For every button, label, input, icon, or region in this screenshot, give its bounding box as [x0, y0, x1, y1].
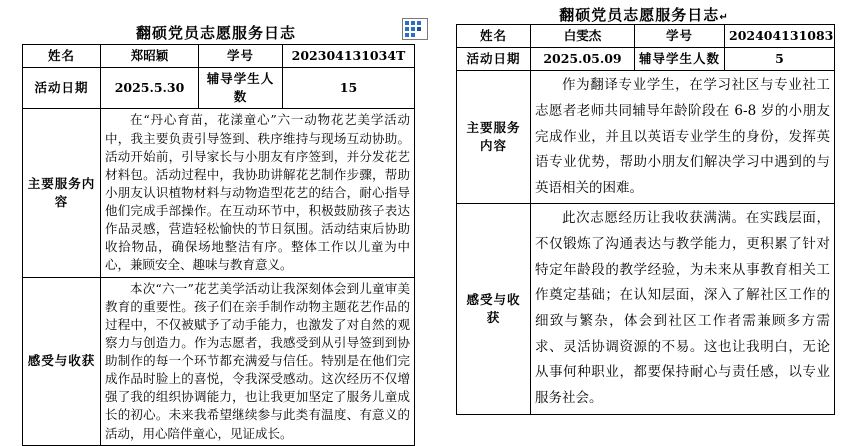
table-row: [23, 45, 415, 68]
value-reflection[interactable]: [531, 204, 835, 414]
right-log-table: [456, 24, 835, 415]
label-student-id: 学号: [635, 25, 725, 48]
value-tutored-count[interactable]: 15: [283, 68, 415, 109]
table-row: [23, 277, 415, 445]
label-service-content: 主要服务内容: [23, 109, 101, 277]
label-tutored-count: 辅导学生人数: [199, 68, 283, 109]
table-row: [457, 71, 835, 204]
label-student-id: 学号: [199, 45, 283, 68]
reflection-text: 本次“六一”花艺美学活动让我深刻体会到儿童审美教育的重要性。孩子们在亲手制作动物主题花艺作品的过程中，不仅被赋予了动手能力，也激发了对自然的观察力与创造力。作为志愿者，我感受到从引导签到到协助制作的每一个环节都充满爱与信任。特别是在他们完成作品时脸上的喜悦，令我深受感动。这次经历不仅增强了我的组织协调能力，也让我更加坚定了服务儿童成长的初心。未来我希望继续参与此类有温度、有意义的活动，用心陪伴童心，见证成长。: [105, 280, 410, 441]
ime-indicator-icon[interactable]: [402, 18, 428, 40]
table-row: [457, 204, 835, 414]
left-log-table: [22, 44, 415, 446]
table-row: [457, 48, 835, 71]
table-row: [23, 109, 415, 277]
value-student-id[interactable]: 202304131034T: [283, 45, 415, 68]
label-date: 活动日期: [457, 48, 531, 71]
ime-icon-grid: [405, 21, 426, 37]
right-page-title: [440, 4, 848, 25]
label-name: 姓名: [457, 25, 531, 48]
service-content-text: 在“丹心育苗，花漾童心”六一动物花艺美学活动中，我主要负责引导签到、秩序维持与现场互动协助。活动开始前，引导家长与小朋友有序签到，并分发花艺材料包。活动过程中，我协助讲解花艺制作步骤，帮助小朋友认识植物材料与动物造型花艺的结合，耐心指导他们完成手部操作。在互动环节中，积极鼓励孩子表达作品灵感，营造轻松愉快的节日氛围。活动结束后协助收拾物品，确保场地整洁有序。整体工作以儿童为中心，兼顾安全、趣味与教育意义。: [105, 112, 410, 273]
label-tutored-count: 辅导学生人数: [635, 48, 725, 71]
value-date[interactable]: 2025.5.30: [101, 68, 199, 109]
service-content-text: 作为翻译专业学生，在学习社区与专业社工志愿者老师共同辅导年龄阶段在 6-8 岁的小朋友完成作业，并且以英语专业学生的身份，发挥英语专业优势，帮助小朋友们解决学习中遇到的与英语相关的困难。: [535, 77, 830, 196]
value-service-content[interactable]: [101, 109, 415, 277]
paragraph-mark: ↵: [719, 12, 729, 23]
value-student-id[interactable]: 202404131083: [725, 25, 835, 48]
value-reflection[interactable]: [101, 277, 415, 445]
label-reflection: 感受与收获: [23, 277, 101, 445]
label-name: 姓名: [23, 45, 101, 68]
value-name[interactable]: 白雯杰: [531, 25, 635, 48]
table-row: [457, 25, 835, 48]
value-tutored-count[interactable]: 5: [725, 48, 835, 71]
page-divider: [434, 0, 438, 411]
label-reflection: 感受与收获: [457, 204, 531, 414]
value-name[interactable]: 郑昭颖: [101, 45, 199, 68]
label-service-content: 主要服务内容: [457, 71, 531, 204]
value-service-content[interactable]: [531, 71, 835, 204]
label-date: 活动日期: [23, 68, 101, 109]
reflection-text: 此次志愿经历让我收获满满。在实践层面，不仅锻炼了沟通表达与教学能力，更积累了针对特定年龄段的教学经验，为未来从事教育相关工作奠定基础；在认知层面，深入了解社区工作的细致与繁杂，体会到社区工作者需兼顾多方需求、灵活协调资源的不易。这也让我明白，无论从事何种职业，都要保持耐心与责任感，以专业服务社会。: [535, 210, 830, 406]
table-row: [23, 68, 415, 109]
right-page-title-text: 翻硕党员志愿服务日志: [559, 6, 720, 24]
right-document-page: [440, 0, 848, 411]
left-page-title: 翻硕党员志愿服务日志: [135, 24, 296, 42]
value-date[interactable]: 2025.05.09: [531, 48, 635, 71]
